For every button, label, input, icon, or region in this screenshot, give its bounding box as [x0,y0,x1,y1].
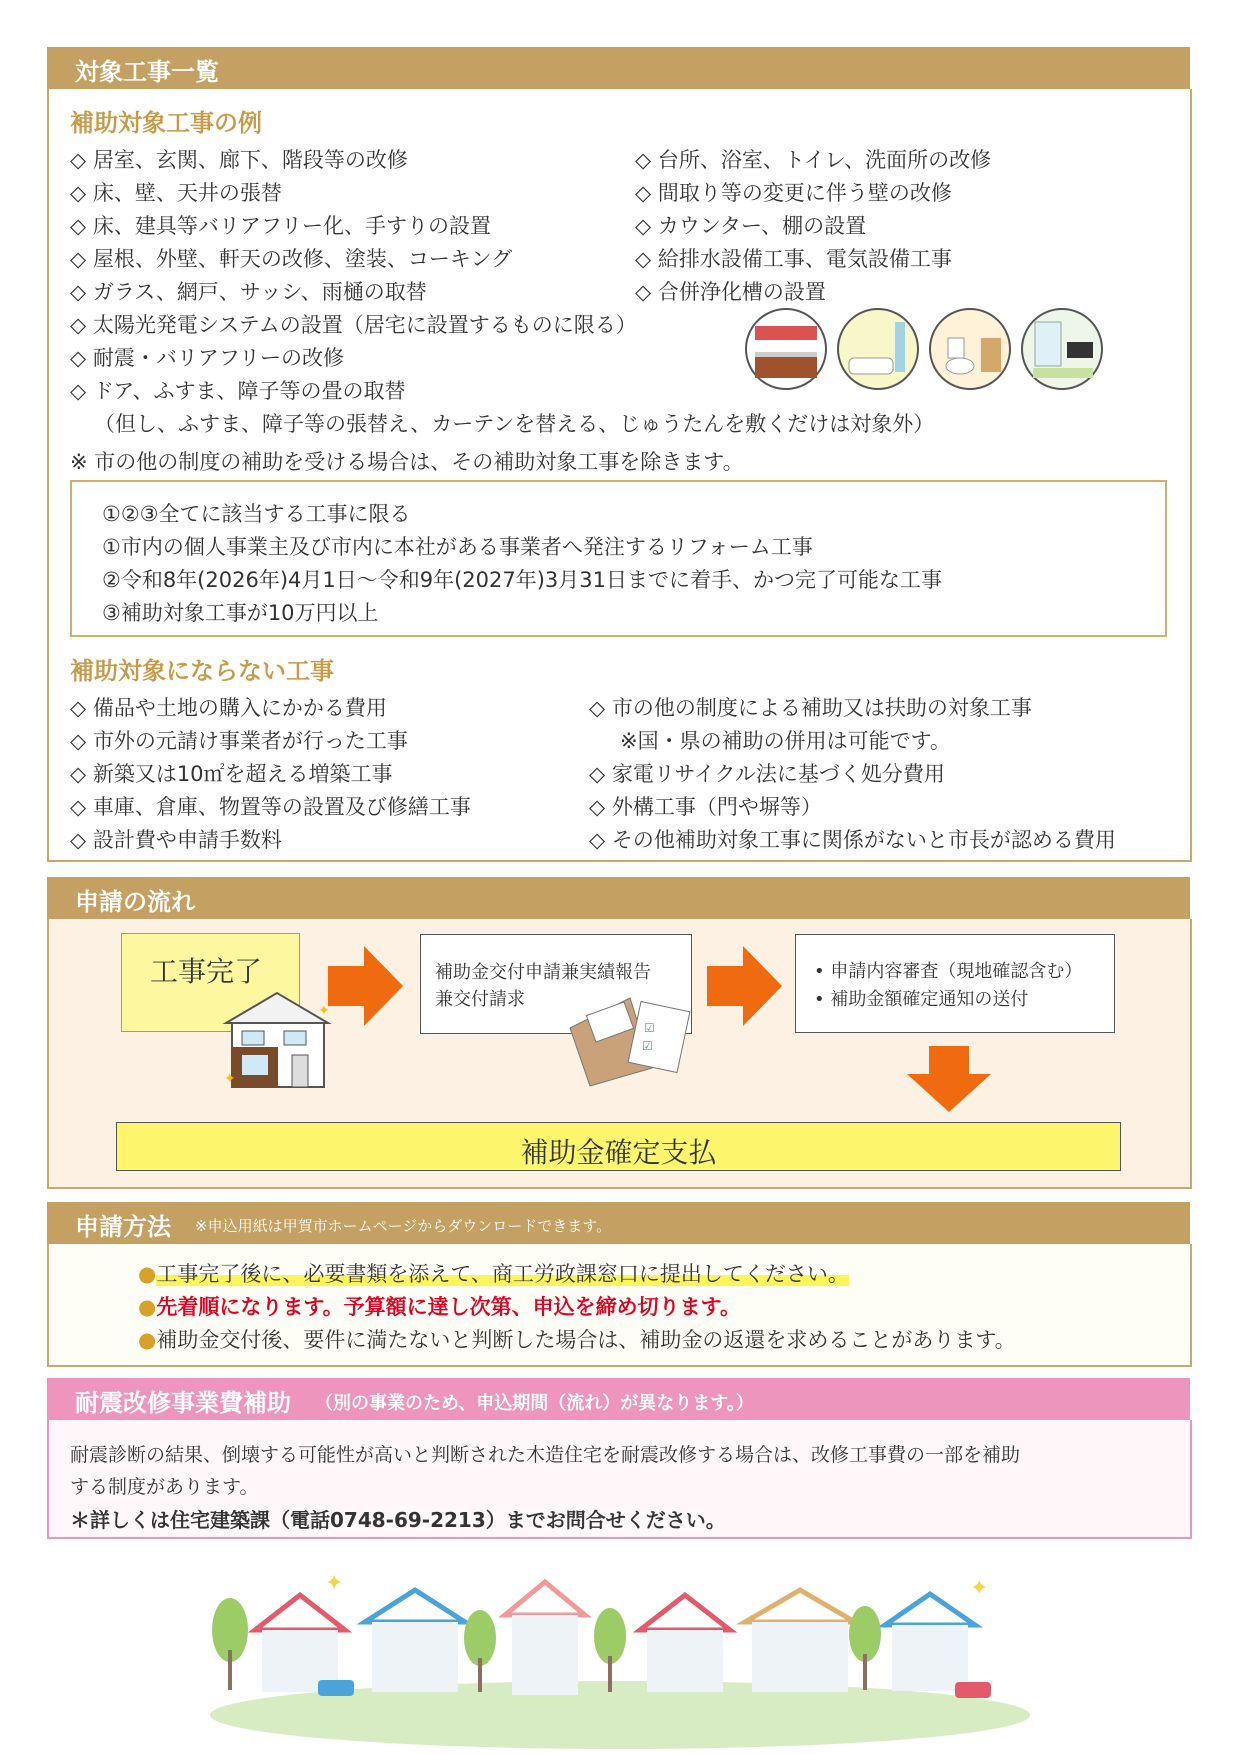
list-item: ◇ 床、壁、天井の張替 [70,181,282,205]
svg-text:✦: ✦ [970,1576,989,1601]
condition-item: ①市内の個人事業主及び市内に本社がある事業者へ発注するリフォーム工事 [102,535,813,559]
arrow-right-icon [707,946,782,1026]
svg-text:✦: ✦ [224,1071,236,1087]
method-item-1 [138,1258,849,1288]
exception-note: （但し、ふすま、障子等の張替え、カーテンを替える、じゅうたんを敷くだけは対象外） [94,412,935,436]
method-item-text: 補助金交付後、要件に満たないと判断した場合は、補助金の返還を求めることがあります。 [156,1328,1016,1352]
bullet-icon: ● [138,1295,157,1319]
list-item: ◇ 家電リサイクル法に基づく処分費用 [589,762,945,786]
section-header-target-works [47,47,1190,89]
car-illustration [318,1680,354,1696]
other-program-note: ※ 市の他の制度の補助を受ける場合は、その補助対象工事を除きます。 [70,450,744,474]
final-payment-box [116,1122,1121,1171]
list-item: ◇ 給排水設備工事、電気設備工事 [635,247,952,271]
tree-illustration [212,1598,248,1690]
subsidy-examples-heading: 補助対象工事の例 [70,109,262,137]
application-form-label-line2: 兼交付請求 [435,989,525,1010]
section-title: 対象工事一覧 [75,58,219,86]
tree-illustration [849,1606,881,1690]
section-title: 申請の流れ [75,888,195,916]
method-item-text: 工事完了後に、必要書類を添えて、商工労政課窓口に提出してください。 [156,1262,849,1286]
application-form-label-line1: 補助金交付申請兼実績報告 [435,962,651,983]
list-item: ◇ 床、建具等バリアフリー化、手すりの設置 [70,214,491,238]
list-item: ◇ 耐震・バリアフリーの改修 [70,346,344,370]
list-item: ◇ 市外の元請け事業者が行った工事 [70,729,408,753]
list-item: ◇ その他補助対象工事に関係がないと市長が認める費用 [589,828,1116,852]
list-item: ◇ 設計費や申請手数料 [70,828,282,852]
list-note: ※国・県の補助の併用は可能です。 [620,729,951,753]
list-item: ◇ 新築又は10㎡を超える増築工事 [70,762,393,786]
bullet-icon: ● [138,1262,157,1286]
method-item-text: 先着順になります。予算額に達し次第、申込を締め切ります。 [156,1295,741,1319]
method-item-3 [138,1324,1016,1354]
condition-item: ①②③全てに該当する工事に限る [102,502,411,526]
house-illustration [745,1590,855,1692]
review-box [795,934,1115,1033]
arrow-right-icon [328,946,403,1026]
section-title: 耐震改修事業費補助 [75,1389,291,1417]
bird-illustration [325,1571,343,1596]
final-payment-label: 補助金確定支払 [520,1136,717,1169]
bathroom-illustration [838,309,918,389]
step-completion-label: 工事完了 [150,955,263,988]
list-item: ◇ 備品や土地の購入にかかる費用 [70,696,387,720]
seismic-contact: ＊詳しくは住宅建築課（電話0748-69-2213）までお問合せください。 [70,1508,726,1532]
section-header-seismic [47,1378,1190,1420]
tree-illustration [594,1608,626,1692]
list-item: ◇ 屋根、外壁、軒天の改修、塗装、コーキング [70,247,513,271]
house-illustration [255,1595,345,1692]
list-item: ◇ 外構工事（門や塀等） [589,795,822,819]
download-note: ※申込用紙は甲賀市ホームページからダウンロードできます。 [195,1217,612,1235]
section-title-note: （別の事業のため、申込期間（流れ）が異なります。） [315,1393,754,1414]
documents-icon [560,988,700,1088]
car-illustration [955,1682,991,1698]
bullet-icon: ● [138,1328,157,1352]
list-item: ◇ 太陽光発電システムの設置（居宅に設置するものに限る） [70,313,637,337]
house-illustration [640,1595,730,1692]
not-covered-heading: 補助対象にならない工事 [70,657,334,685]
svg-text:✦: ✦ [325,1571,344,1596]
kitchen-illustration [746,309,826,389]
section-header-method [47,1202,1190,1244]
house-illustration [885,1594,975,1691]
review-label-line1: • 申請内容審査（現地確認含む） [814,961,1083,982]
seismic-body-line2: する制度があります。 [70,1476,259,1498]
list-item: ◇ ドア、ふすま、障子等の畳の取替 [70,379,406,403]
svg-text:✦: ✦ [318,1003,330,1019]
town-illustration [200,1550,1040,1750]
living-room-illustration [1022,309,1102,389]
list-item: ◇ 市の他の制度による補助又は扶助の対象工事 [589,696,1032,720]
list-item: ◇ 間取り等の変更に伴う壁の改修 [635,181,952,205]
tree-illustration [464,1610,496,1692]
house-illustration [365,1590,465,1692]
condition-item: ③補助対象工事が10万円以上 [102,601,379,625]
list-item: ◇ カウンター、棚の設置 [635,214,867,238]
seismic-body-line1: 耐震診断の結果、倒壊する可能性が高いと判断された木造住宅を耐震改修する場合は、改修工事費の一部を補助 [70,1444,1021,1466]
toilet-illustration [930,309,1010,389]
section-title: 申請方法 [75,1213,171,1241]
bird-illustration [970,1576,988,1601]
method-item-2 [138,1291,741,1321]
house-icon [222,985,332,1090]
list-item: ◇ 居室、玄関、廊下、階段等の改修 [70,148,408,172]
list-item: ◇ 台所、浴室、トイレ、洗面所の改修 [635,148,992,172]
list-item: ◇ ガラス、網戸、サッシ、雨樋の取替 [70,280,427,304]
section-header-flow [47,877,1190,919]
arrow-down-icon [907,1046,991,1112]
svg-text:☑: ☑ [642,1039,653,1053]
condition-item: ②令和8年(2026年)4月1日〜令和9年(2027年)3月31日までに着手、かつ完了可能な工事 [102,568,943,592]
svg-text:☑: ☑ [644,1021,655,1035]
review-label-line2: • 補助金額確定通知の送付 [814,989,1029,1010]
house-illustration [505,1582,585,1695]
list-item: ◇ 合併浄化槽の設置 [635,280,826,304]
list-item: ◇ 車庫、倉庫、物置等の設置及び修繕工事 [70,795,471,819]
room-illustrations [745,308,1105,394]
